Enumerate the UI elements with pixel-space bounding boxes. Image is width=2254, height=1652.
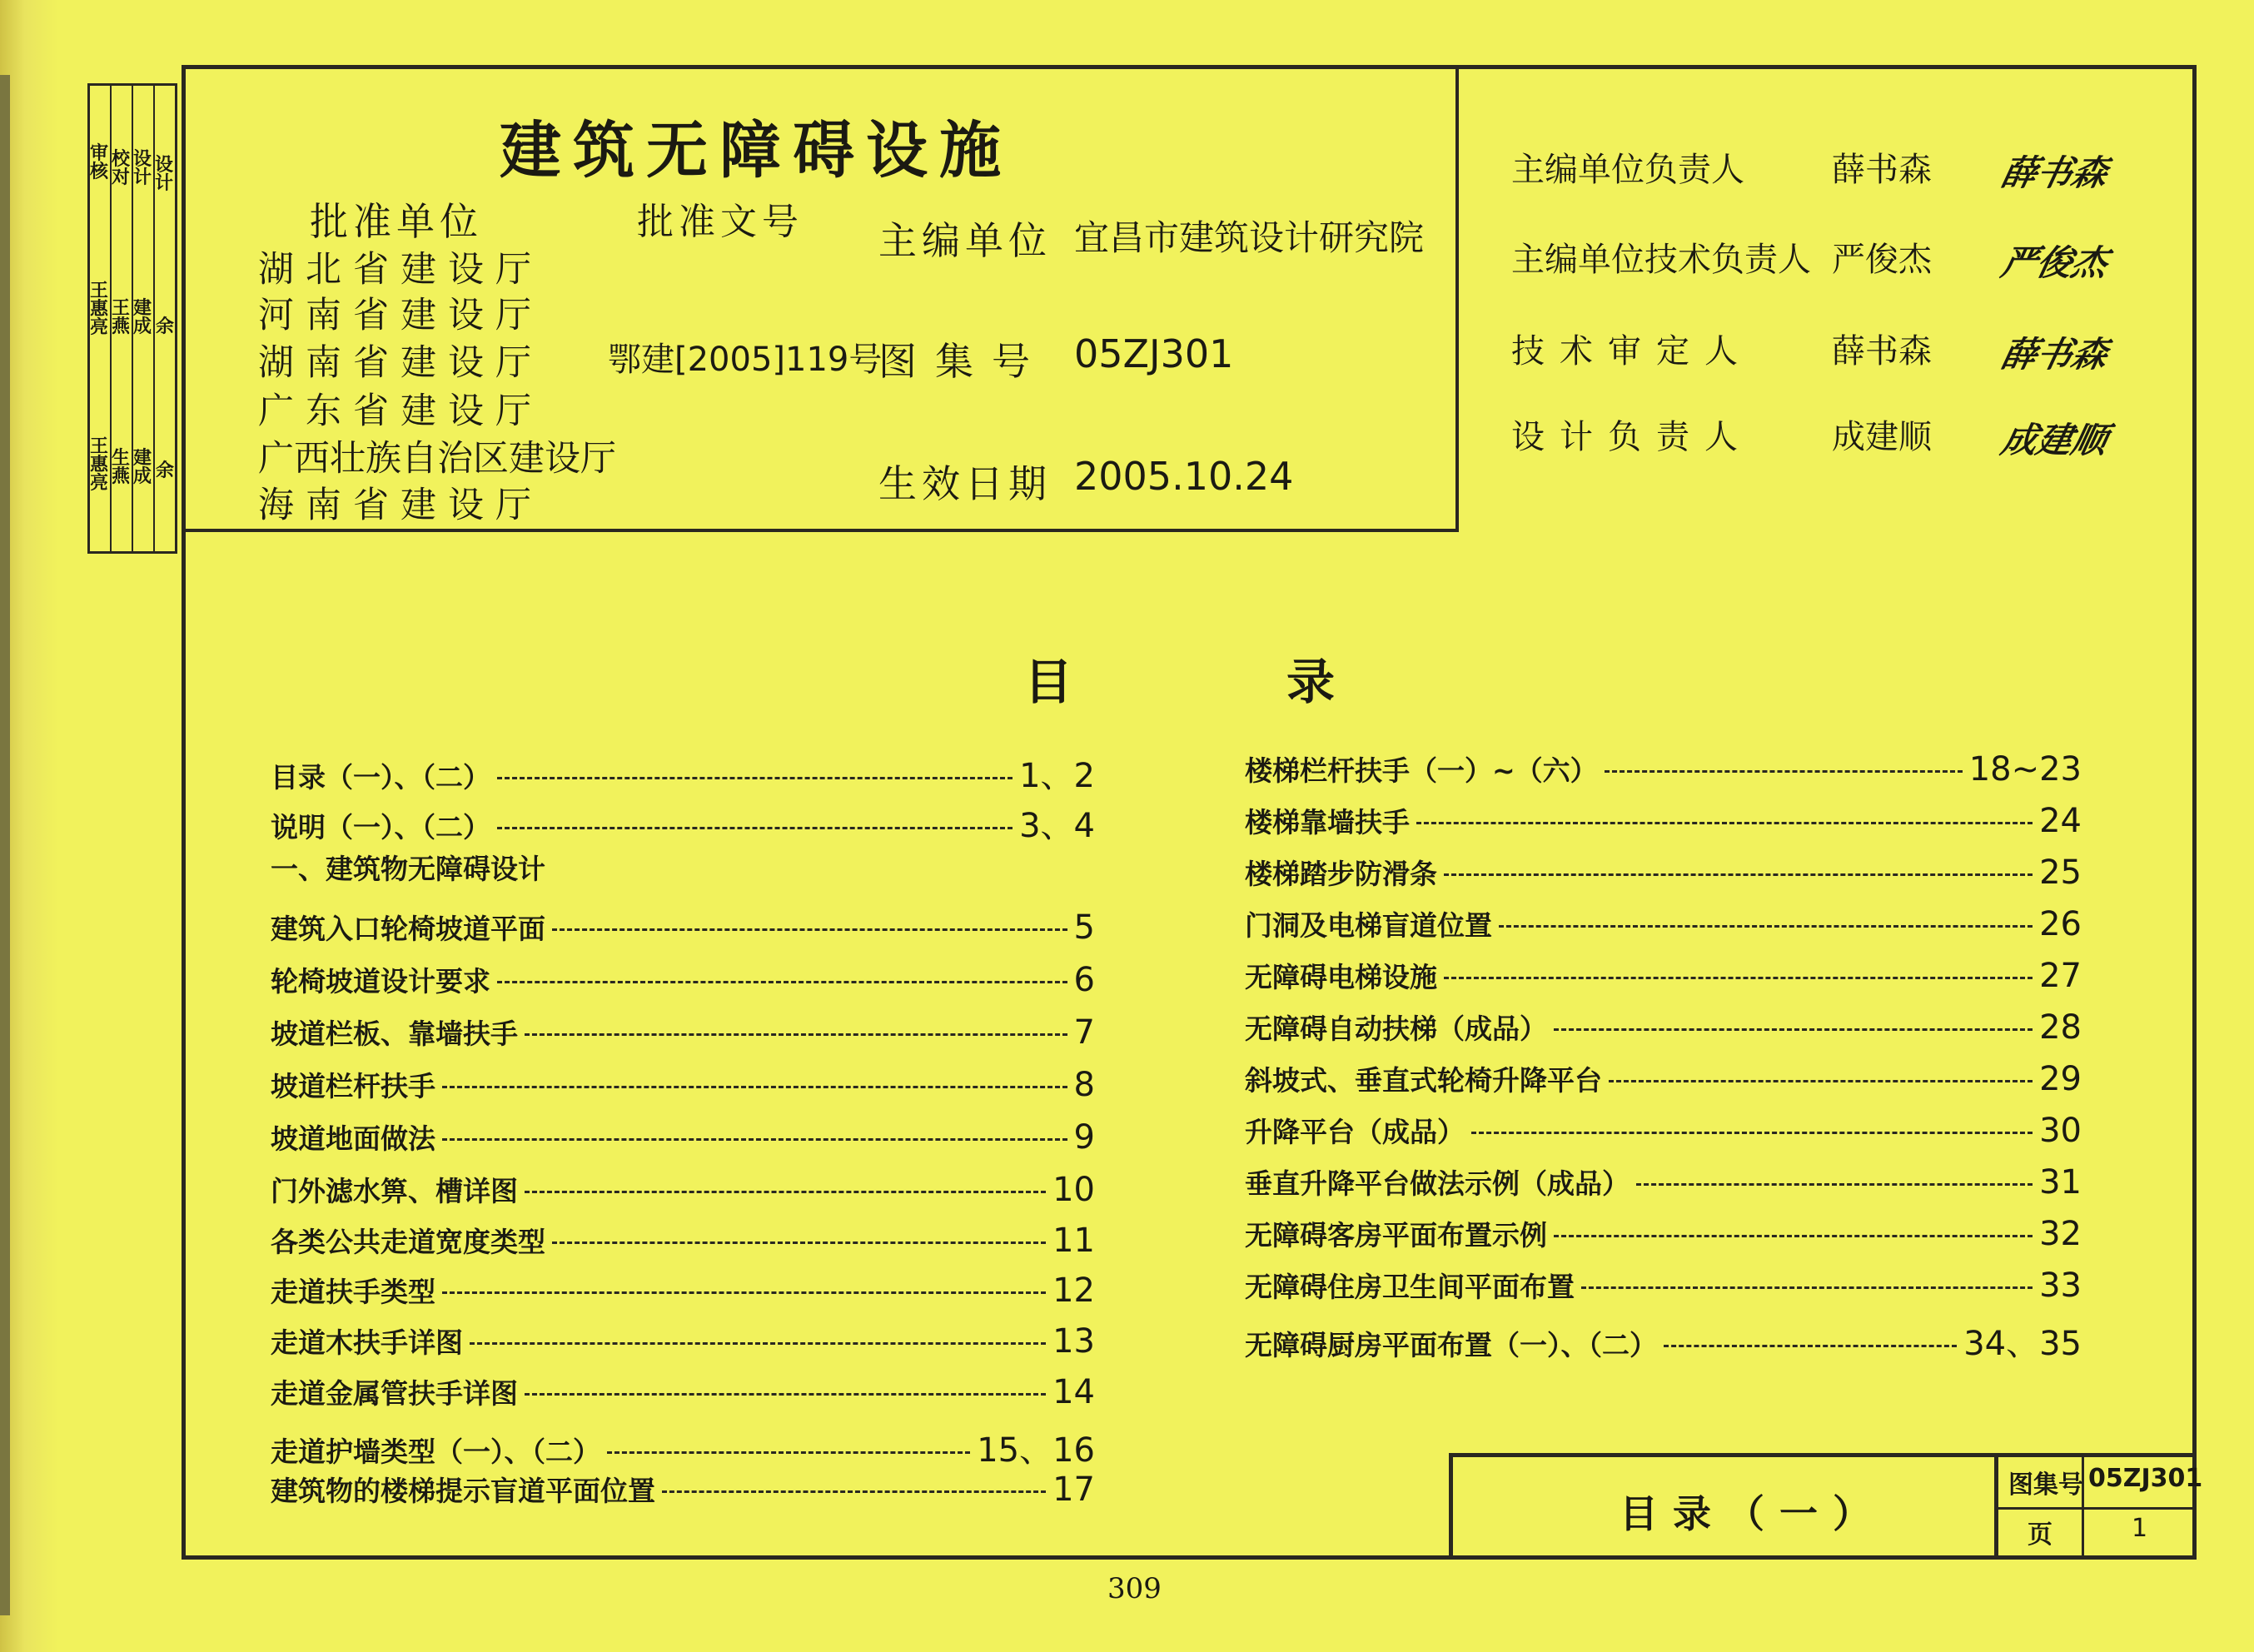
toc-entry	[1245, 1059, 2082, 1098]
toc-entry-page: 27	[2039, 957, 2082, 995]
approval-unit: 广东省建设厅	[258, 391, 543, 432]
toc-entry-page: 33	[2039, 1266, 2082, 1305]
toc-heading-left: 目	[1024, 654, 1073, 710]
toc-entry-title: 斜坡式、垂直式轮椅升降平台	[1245, 1064, 1602, 1097]
toc-section-heading: 一、建筑物无障碍设计	[271, 853, 545, 885]
approval-doc-number: 鄂建[2005]119号	[608, 341, 883, 379]
date-value: 2005.10.24	[1074, 454, 1294, 499]
toc-entry	[1245, 801, 2082, 840]
toc-entry	[1245, 853, 2082, 892]
atlas-label: 图集号	[878, 339, 1048, 384]
toc-entry-title: 无障碍客房平面布置示例	[1245, 1219, 1547, 1251]
toc-entry-page: 34、35	[1963, 1325, 2082, 1363]
toc-entry	[271, 749, 1095, 797]
toc-entry-title: 坡道栏板、靠墙扶手	[271, 1018, 518, 1050]
document-title: 建筑无障碍设施	[500, 115, 1013, 187]
toc-entry-title: 坡道地面做法	[271, 1122, 435, 1155]
editor-label: 主编单位	[878, 218, 1052, 263]
toc-entry-title: 门洞及电梯盲道位置	[1245, 909, 1492, 942]
approval-unit: 湖南省建设厅	[258, 342, 543, 384]
toc-entry-page: 9	[1073, 1118, 1095, 1157]
strip-signature: 建成	[133, 448, 152, 488]
toc-entry-title: 楼梯踏步防滑条	[1245, 858, 1437, 890]
responsible-signature: 成建顺	[1998, 420, 2112, 460]
toc-entry	[271, 1065, 1095, 1104]
toc-entry-page: 25	[2039, 853, 2082, 892]
toc-entry	[1245, 1008, 2082, 1047]
toc-entry-page: 8	[1073, 1066, 1095, 1104]
toc-entry-page: 17	[1052, 1470, 1095, 1509]
approval-doc-label: 批准文号	[637, 201, 804, 243]
header-divider-horizontal	[182, 529, 1459, 532]
strip-col-review	[90, 86, 112, 551]
toc-entry-title: 建筑物的楼梯提示盲道平面位置	[271, 1475, 655, 1507]
approval-unit: 广西壮族自治区建设厅	[258, 438, 616, 480]
toc-entry-page: 3、4	[1019, 807, 1095, 845]
toc-entry	[271, 799, 1095, 847]
header-divider-vertical	[1455, 65, 1459, 531]
approval-unit: 湖北省建设厅	[258, 249, 543, 291]
toc-entry-title: 目录（一）、（二）	[271, 761, 490, 794]
toc-entry-title: 无障碍住房卫生间平面布置	[1245, 1271, 1575, 1303]
toc-entry-page: 26	[2039, 905, 2082, 943]
toc-entry	[271, 1013, 1095, 1052]
responsible-role: 主编单位技术负责人	[1511, 241, 1811, 279]
responsible-name: 薛书森	[1832, 332, 1932, 371]
toc-entry-title: 楼梯靠墙扶手	[1245, 806, 1410, 838]
approval-unit: 河南省建设厅	[258, 295, 543, 336]
toc-entry	[1245, 1214, 2082, 1253]
toc-entry-page: 29	[2039, 1060, 2082, 1098]
toc-entry	[271, 1424, 1095, 1471]
toc-entry-page: 7	[1073, 1013, 1095, 1052]
responsible-signature: 薛书森	[1998, 152, 2112, 193]
strip-name: 王惠亮	[90, 280, 109, 338]
title-block-atlas-label: 图集号	[2008, 1470, 2083, 1500]
toc-entry-title: 建筑入口轮椅坡道平面	[271, 913, 545, 945]
book-page-number: 309	[1107, 1572, 1162, 1605]
strip-signature: 生燕	[112, 448, 131, 488]
toc-entry	[271, 1117, 1095, 1157]
strip-name: 建成	[133, 298, 152, 338]
toc-entry-page: 24	[2039, 802, 2082, 840]
toc-entry-page: 11	[1052, 1222, 1095, 1260]
toc-entry	[1245, 1162, 2082, 1202]
toc-entry-title: 轮椅坡道设计要求	[271, 965, 490, 998]
toc-entry-page: 1、2	[1019, 757, 1095, 795]
toc-entry-title: 走道护墙类型（一）、（二）	[271, 1436, 600, 1468]
toc-entry	[271, 960, 1095, 999]
toc-entry-page: 14	[1052, 1373, 1095, 1411]
strip-label: 设计	[133, 148, 152, 188]
toc-entry	[271, 1221, 1095, 1260]
toc-entry-page: 12	[1052, 1271, 1095, 1310]
strip-label: 校对	[112, 148, 131, 188]
editor-value: 宜昌市建筑设计研究院	[1074, 217, 1425, 258]
toc-entry-page: 5	[1073, 908, 1095, 947]
toc-heading-right: 录	[1286, 654, 1336, 710]
toc-entry-title: 说明（一）、（二）	[271, 811, 490, 843]
responsible-role: 技术审定人	[1511, 332, 1753, 371]
book-spine-shadow	[0, 0, 58, 1652]
title-block-atlas-value: 05ZJ301	[2088, 1464, 2203, 1493]
toc-entry-title: 走道扶手类型	[271, 1276, 435, 1308]
responsible-name: 严俊杰	[1832, 241, 1932, 279]
toc-entry-page: 31	[2039, 1163, 2082, 1202]
title-block-page-value: 1	[2132, 1514, 2148, 1543]
toc-entry	[271, 1321, 1095, 1361]
toc-entry-page: 32	[2039, 1215, 2082, 1253]
toc-entry-page: 30	[2039, 1112, 2082, 1150]
toc-entry-page: 10	[1052, 1171, 1095, 1209]
toc-entry-title: 坡道栏杆扶手	[271, 1070, 435, 1102]
toc-entry-title: 无障碍厨房平面布置（一）、（二）	[1245, 1329, 1657, 1361]
responsible-name: 薛书森	[1832, 151, 1932, 189]
toc-entry	[271, 1271, 1095, 1310]
strip-signature: 余	[155, 460, 174, 481]
responsible-role: 主编单位负责人	[1511, 151, 1744, 189]
approval-unit-label: 批准单位	[310, 199, 483, 244]
toc-entry	[1245, 1111, 2082, 1150]
toc-entry-title: 楼梯栏杆扶手（一）~（六）	[1245, 754, 1598, 787]
toc-entry-title: 走道金属管扶手详图	[271, 1377, 518, 1410]
responsible-signature: 薛书森	[1998, 334, 2112, 375]
toc-entry	[271, 1470, 1095, 1509]
strip-signature: 王惠亮	[90, 435, 109, 494]
toc-entry-title: 垂直升降平台做法示例（成品）	[1245, 1167, 1630, 1200]
toc-entry-page: 15、16	[977, 1431, 1095, 1470]
toc-entry	[271, 1170, 1095, 1209]
toc-entry-page: 13	[1052, 1322, 1095, 1361]
responsible-role: 设计负责人	[1511, 418, 1753, 456]
strip-label: 设计	[155, 155, 174, 195]
strip-name: 王燕	[112, 298, 131, 338]
responsible-signature: 严俊杰	[1998, 242, 2112, 283]
toc-entry	[1245, 904, 2082, 943]
toc-entry-title: 升降平台（成品）	[1245, 1116, 1465, 1148]
toc-entry	[1245, 1317, 2082, 1365]
toc-entry-title: 各类公共走道宽度类型	[271, 1226, 545, 1258]
toc-entry	[1245, 1266, 2082, 1305]
strip-col-design	[133, 86, 155, 551]
title-block-caption: 目录（一）	[1620, 1491, 1886, 1536]
toc-entry	[1245, 956, 2082, 995]
date-label: 生效日期	[878, 461, 1052, 506]
responsible-name: 成建顺	[1832, 418, 1932, 456]
strip-label: 审核	[90, 142, 109, 182]
strip-col-check	[112, 86, 133, 551]
toc-entry-page: 6	[1073, 961, 1095, 999]
toc-entry-title: 走道木扶手详图	[271, 1326, 463, 1359]
strip-name: 余	[155, 316, 174, 338]
toc-entry-title: 门外滤水箅、槽详图	[271, 1175, 518, 1207]
strip-col-design-2	[155, 86, 175, 551]
toc-entry-page: 28	[2039, 1008, 2082, 1047]
toc-entry	[1245, 749, 2082, 789]
title-block-page-label: 页	[2028, 1520, 2052, 1550]
toc-entry-page: 18~23	[1968, 750, 2082, 789]
toc-entry-title: 无障碍自动扶梯（成品）	[1245, 1013, 1547, 1045]
signature-strip	[87, 83, 177, 554]
approval-unit: 海南省建设厅	[258, 485, 543, 526]
toc-entry-title: 无障碍电梯设施	[1245, 961, 1437, 993]
toc-entry	[271, 908, 1095, 947]
toc-entry	[271, 1372, 1095, 1411]
atlas-value: 05ZJ301	[1074, 331, 1234, 376]
